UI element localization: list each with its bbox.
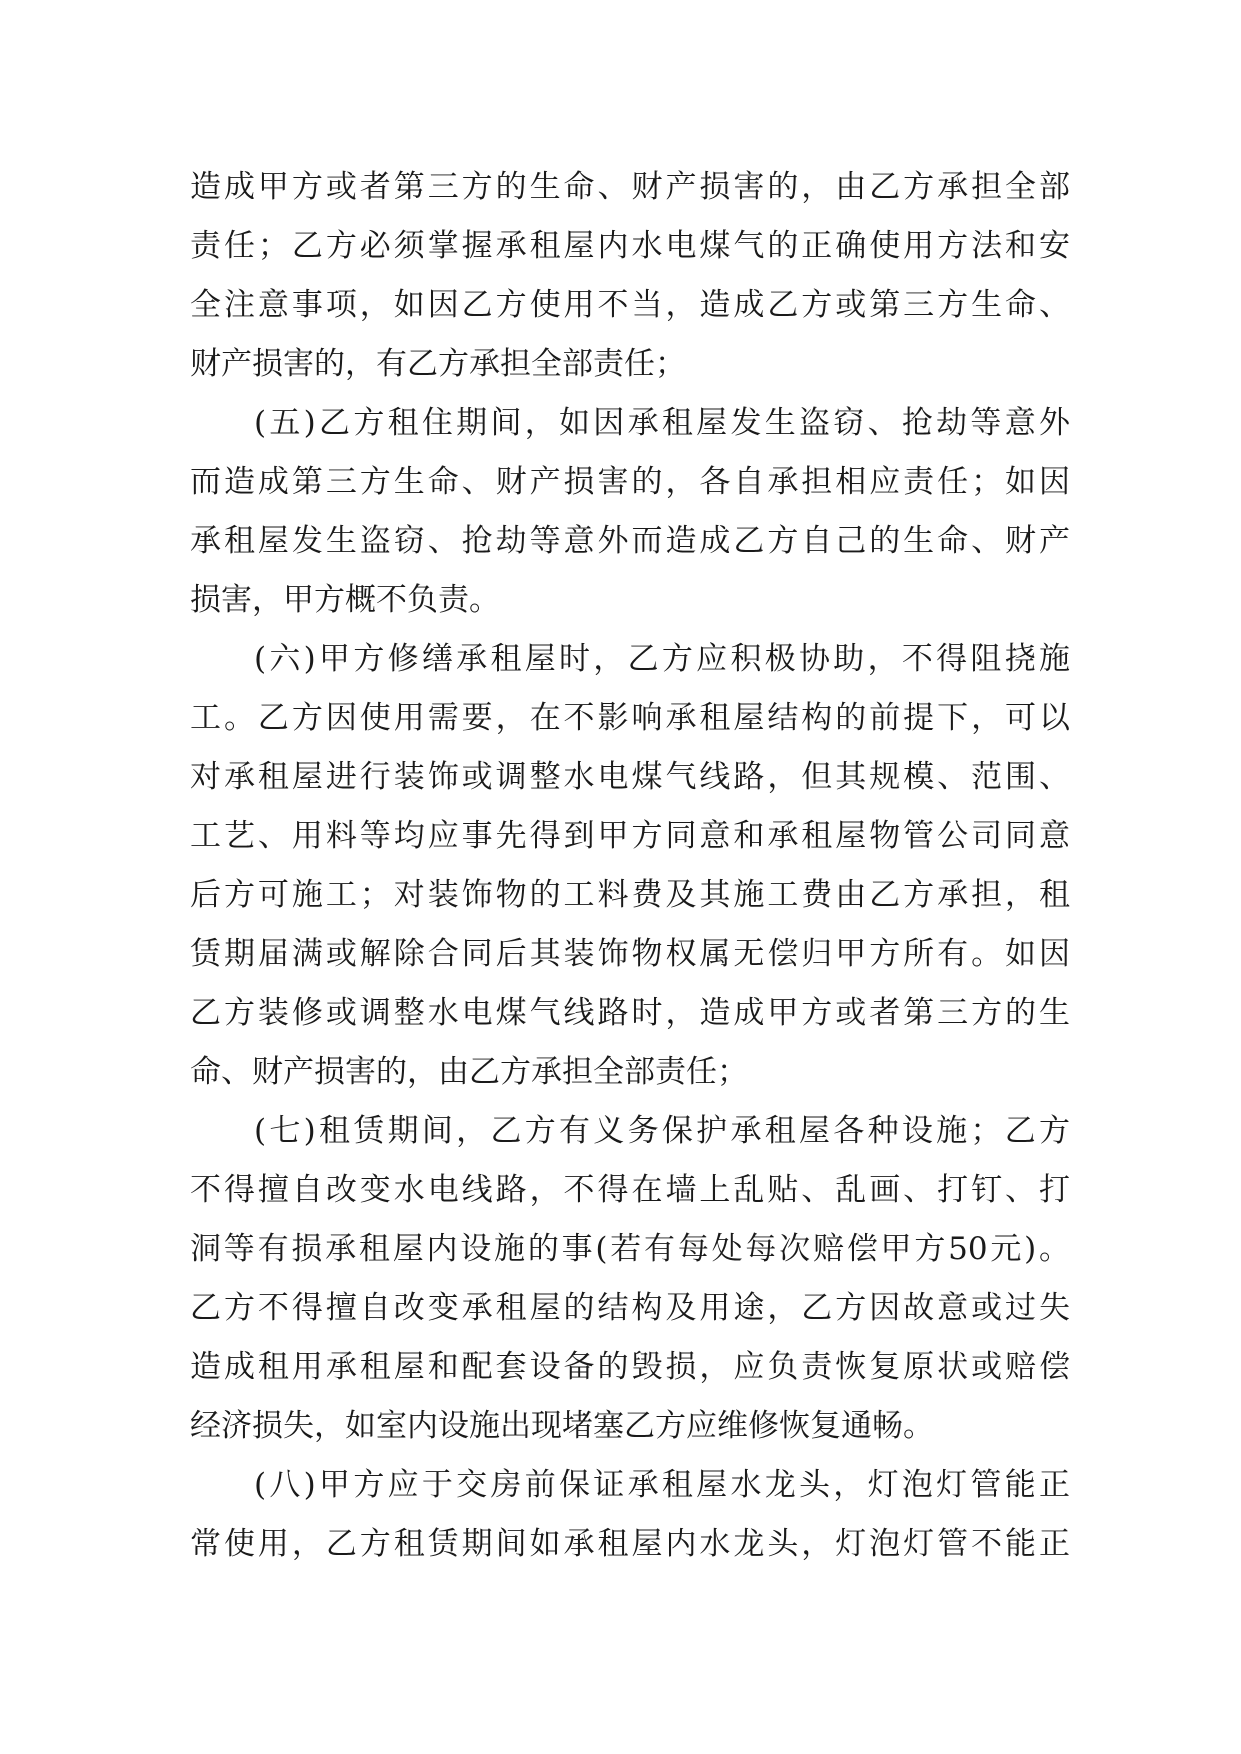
text-line: 工。乙方因使用需要，在不影响承租屋结构的前提下，可以: [190, 700, 1070, 736]
text-line: 财产损害的，有乙方承担全部责任；: [190, 346, 686, 382]
text-line: 洞等有损承租屋内设施的事(若有每处每次赔偿甲方50元)。: [190, 1231, 1070, 1267]
text-line: 损害，甲方概不负责。: [190, 582, 500, 618]
text-line: 不得擅自改变水电线路，不得在墙上乱贴、乱画、打钉、打: [190, 1172, 1070, 1208]
clause-8-start: (八)甲方应于交房前保证承租屋水龙头，灯泡灯管能正: [254, 1467, 1070, 1503]
clause-7-start: (七)租赁期间，乙方有义务保护承租屋各种设施；乙方: [254, 1113, 1070, 1149]
text-line: 责任；乙方必须掌握承租屋内水电煤气的正确使用方法和安: [190, 228, 1070, 264]
text-line: 对承租屋进行装饰或调整水电煤气线路，但其规模、范围、: [190, 759, 1070, 795]
text-line: 全注意事项，如因乙方使用不当，造成乙方或第三方生命、: [190, 287, 1070, 323]
text-line: 后方可施工；对装饰物的工料费及其施工费由乙方承担，租: [190, 877, 1070, 913]
text-line: 而造成第三方生命、财产损害的，各自承担相应责任；如因: [190, 464, 1070, 500]
text-line: 常使用，乙方租赁期间如承租屋内水龙头，灯泡灯管不能正: [190, 1526, 1070, 1562]
text-line: 乙方不得擅自改变承租屋的结构及用途，乙方因故意或过失: [190, 1290, 1070, 1326]
text-line: 承租屋发生盗窃、抢劫等意外而造成乙方自己的生命、财产: [190, 523, 1070, 559]
text-line: 赁期届满或解除合同后其装饰物权属无偿归甲方所有。如因: [190, 936, 1070, 972]
text-line: 造成甲方或者第三方的生命、财产损害的，由乙方承担全部: [190, 169, 1070, 205]
text-line: 工艺、用料等均应事先得到甲方同意和承租屋物管公司同意: [190, 818, 1070, 854]
text-line: 命、财产损害的，由乙方承担全部责任；: [190, 1054, 748, 1090]
contract-text: [190, 158, 1070, 1574]
text-line: 经济损失，如室内设施出现堵塞乙方应维修恢复通畅。: [190, 1408, 934, 1444]
clause-5-start: (五)乙方租住期间，如因承租屋发生盗窃、抢劫等意外: [254, 405, 1070, 441]
clause-6-start: (六)甲方修缮承租屋时，乙方应积极协助，不得阻挠施: [254, 641, 1070, 677]
text-line: 乙方装修或调整水电煤气线路时，造成甲方或者第三方的生: [190, 995, 1070, 1031]
text-line: 造成租用承租屋和配套设备的毁损，应负责恢复原状或赔偿: [190, 1349, 1070, 1385]
